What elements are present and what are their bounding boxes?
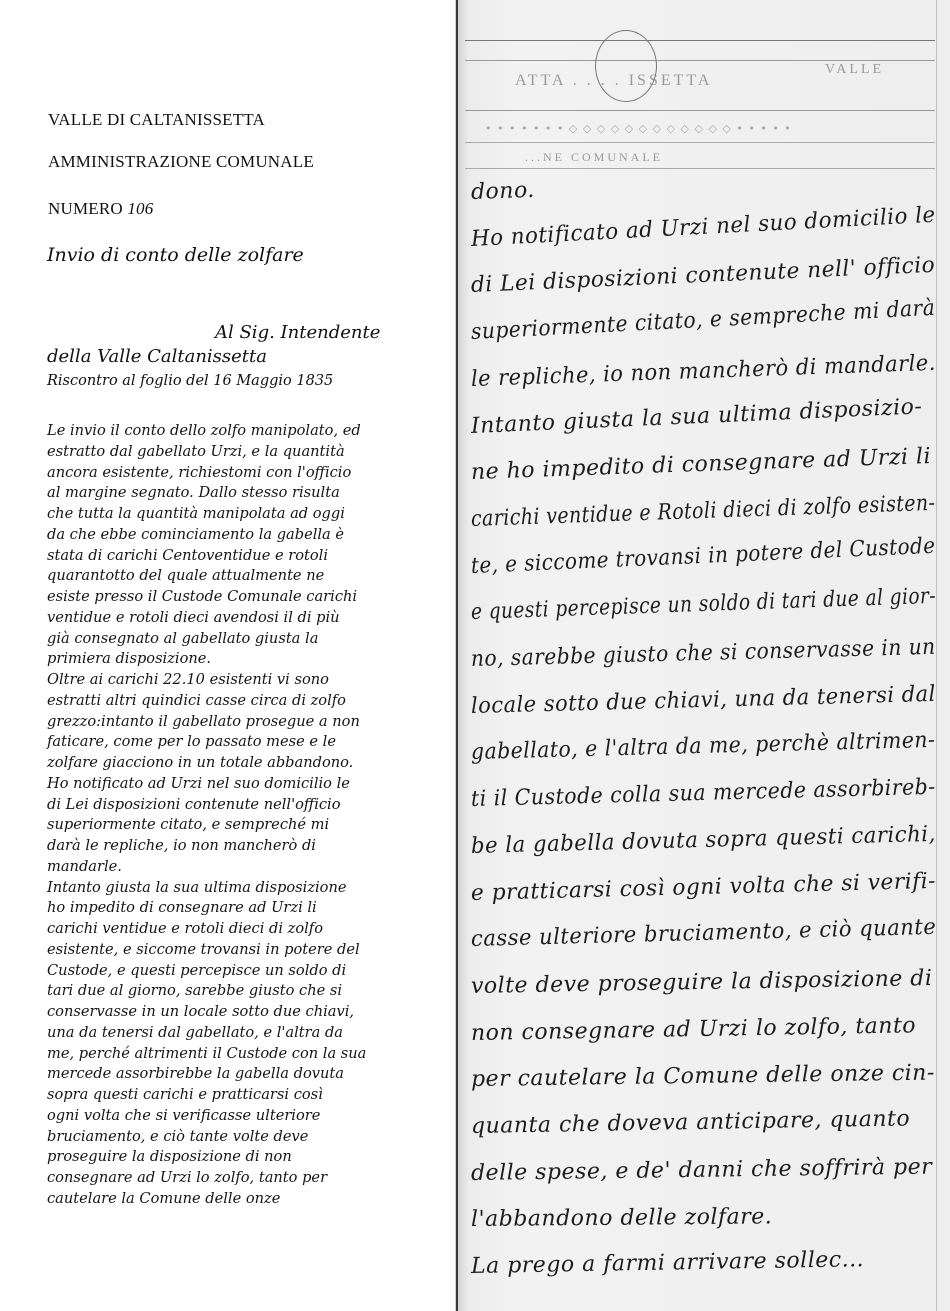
body-line: estratti altri quindici casse circa di zolfo <box>47 691 346 709</box>
letterhead-ornament: • • • • • • • ◇ ◇ ◇ ◇ ◇ ◇ ◇ ◇ ◇ ◇ ◇ ◇ • • • • • <box>485 122 792 135</box>
body-line: tari due al giorno, sarebbe giusto che si <box>47 982 343 1000</box>
body-line: zolfare giacciono in un totale abbandono. <box>47 754 354 771</box>
manuscript-line: le repliche, io non mancherò di mandarle. <box>470 350 937 392</box>
body-line: di Lei disposizioni contenute nell'officio <box>47 795 341 813</box>
body-line: conservasse in un locale sotto due chiavi, <box>47 1003 355 1020</box>
letterhead-faint-comunale: ...NE COMUNALE <box>525 150 663 164</box>
manuscript-line: casse ulteriore bruciamento, e ciò quante <box>470 915 937 953</box>
manuscript-line: quanta che doveva anticipare, quanto <box>470 1106 911 1139</box>
manuscript-line: per cautelare la Comune delle onze cin- <box>470 1060 936 1093</box>
letterhead-faint-title: ATTA . . . . ISSETTA <box>515 72 713 89</box>
manuscript-line: e pratticarsi così ogni volta che si verifi- <box>470 868 937 906</box>
body-line: proseguire la disposizione di non <box>47 1148 292 1166</box>
body-line: superiormente citato, e sempreché mi <box>47 816 330 834</box>
letterhead-rule-5 <box>465 168 935 169</box>
body-line: mandarle. <box>47 857 122 875</box>
body-line: consegnare ad Urzi lo zolfo, tanto per <box>47 1169 328 1186</box>
body-line: una da tenersi dal gabellato, e l'altra da <box>47 1023 344 1041</box>
manuscript-line: Ho notificato ad Urzi nel suo domicilio le <box>470 202 937 252</box>
scan-edge <box>456 0 458 1311</box>
scan-streak <box>936 0 937 1311</box>
body-line: esistente, e siccome trovansi in potere del <box>47 940 360 958</box>
body-line: ventidue e rotoli dieci avendosi il di più <box>47 608 340 626</box>
letterhead-rule-2 <box>465 60 935 61</box>
letterhead-rule-3 <box>465 110 935 111</box>
body-line: Intanto giusta la sua ultima disposizione <box>47 878 347 896</box>
body-line: Ho notificato ad Urzi nel suo domicilio le <box>47 774 350 792</box>
body-line: estratto dal gabellato Urzi, e la quantità <box>47 442 345 460</box>
seal-mark <box>595 30 657 102</box>
body-line: carichi ventidue e rotoli dieci di zolfo <box>47 920 323 937</box>
manuscript-line: be la gabella dovuta sopra questi carichi, <box>470 821 937 859</box>
header-amministrazione: AMMINISTRAZIONE COMUNALE <box>48 152 314 171</box>
manuscript-line: di Lei disposizioni contenute nell' officio <box>470 253 936 299</box>
body-line: bruciamento, e ciò tante volte deve <box>47 1127 309 1145</box>
body-line: grezzo:intanto il gabellato prosegue a non <box>47 712 360 730</box>
header-valle: VALLE DI CALTANISSETTA <box>48 110 266 129</box>
manuscript-line: carichi ventidue e Rotoli dieci di zolfo esisten- <box>470 490 936 532</box>
body-line: faticare, come per lo passato mese e le <box>47 733 336 751</box>
manuscript-line: dono. <box>470 177 536 205</box>
manuscript-line: no, sarebbe giusto che si conservasse in un <box>470 634 936 672</box>
body-line: primiera disposizione. <box>47 650 212 668</box>
manuscript-line: delle spese, e de' danni che soffrirà per <box>470 1154 933 1186</box>
manuscript-line: e questi percepisce un soldo di tari due al gior- <box>470 584 937 626</box>
body-line: darà le repliche, io non mancherò di <box>47 837 316 854</box>
document-subject: Invio di conto delle zolfare <box>47 244 304 266</box>
body-line: stata di carichi Centoventidue e rotoli <box>47 546 329 564</box>
manuscript-line: superiormente citato, e sempreche mi darà <box>470 295 936 346</box>
body-line: me, perché altrimenti il Custode con la sua <box>47 1044 367 1062</box>
manuscript-line: ti il Custode colla sua mercede assorbireb- <box>470 774 936 813</box>
manuscript-line: ne ho impedito di consegnare ad Urzi li <box>470 444 932 486</box>
manuscript-line: gabellato, e l'altra da me, perchè altrimen- <box>470 728 936 766</box>
body-line: che tutta la quantità manipolata ad oggi <box>47 505 345 522</box>
manuscript-scan <box>455 0 950 1311</box>
reference-line: Riscontro al foglio del 16 Maggio 1835 <box>47 373 334 389</box>
transcription-body <box>47 421 432 1210</box>
letterhead-rule-4 <box>465 142 935 143</box>
manuscript-line: l'abbandono delle zolfare. <box>470 1204 773 1233</box>
addressee-line2: della Valle Caltanissetta <box>47 346 268 367</box>
body-line: sopra questi carichi e pratticarsi così <box>47 1086 323 1103</box>
body-line: da che ebbe cominciamento la gabella è <box>47 525 345 543</box>
body-line: esiste presso il Custode Comunale carichi <box>47 588 358 605</box>
body-line: già consegnato al gabellato giusta la <box>47 629 319 647</box>
manuscript-line: locale sotto due chiavi, una da tenersi dal <box>470 681 937 719</box>
manuscript-line: volte deve proseguire la disposizione di <box>470 965 933 999</box>
body-line: ancora esistente, richiestomi con l'officio <box>47 463 352 481</box>
transcription-panel <box>0 0 450 1311</box>
body-line: quarantotto del quale attualmente ne <box>47 567 325 585</box>
manuscript-line: Intanto giusta la sua ultima disposizio- <box>470 393 923 439</box>
letterhead-faint-valle: VALLE <box>825 62 885 77</box>
body-line: cautelare la Comune delle onze <box>47 1189 281 1207</box>
manuscript-line: te, e siccome trovansi in potere del Custode <box>470 533 936 579</box>
number-label: NUMERO <box>48 199 123 218</box>
body-line: ogni volta che si verificasse ulteriore <box>47 1106 321 1124</box>
document-number <box>48 199 153 219</box>
body-line: Le invio il conto dello zolfo manipolato, ed <box>47 422 361 439</box>
manuscript-line: La prego a farmi arrivare sollec... <box>470 1247 865 1280</box>
body-line: mercede assorbirebbe la gabella dovuta <box>47 1065 344 1083</box>
manuscript-line: non consegnare ad Urzi lo zolfo, tanto <box>470 1012 917 1046</box>
body-line: al margine segnato. Dallo stesso risulta <box>47 484 340 502</box>
number-value: 106 <box>127 199 154 218</box>
body-line: ho impedito di consegnare ad Urzi li <box>47 899 317 917</box>
addressee-line1: Al Sig. Intendente <box>215 322 381 343</box>
body-line: Custode, e questi percepisce un soldo di <box>47 961 347 979</box>
letterhead-rule-top <box>465 40 935 41</box>
body-line: Oltre ai carichi 22.10 esistenti vi sono <box>47 671 329 688</box>
